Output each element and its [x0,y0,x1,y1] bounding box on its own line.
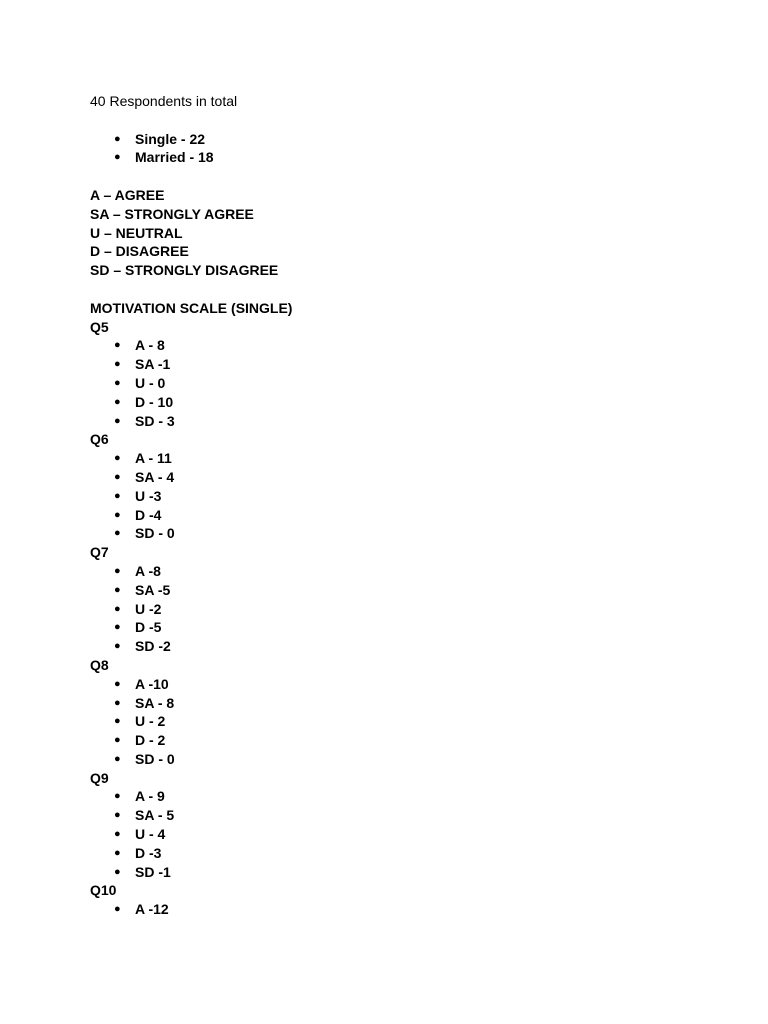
question-block [90,318,710,431]
respondents-total: 40 Respondents in total [90,93,238,109]
answer-count: SD - 3 [135,412,175,429]
answer-count: SA -5 [135,581,171,598]
bullet-icon: ● [114,583,121,596]
bullet-icon: ● [114,508,121,521]
answer-list [90,900,710,919]
answer-count: A - 8 [135,337,165,354]
question-block [90,430,710,543]
answer-count: D -3 [135,844,162,861]
list-item [90,844,710,863]
list-item [90,468,710,487]
list-item [90,336,710,355]
bullet-icon: ● [114,734,121,747]
bullet-icon: ● [114,752,121,765]
list-item [90,581,710,600]
marital-status-list [90,130,710,168]
bullet-icon: ● [114,151,121,164]
legend-entry: SA – STRONGLY AGREE [90,205,254,222]
answer-count: A - 9 [135,788,165,805]
answer-count: SA - 5 [135,807,175,824]
question-block [90,543,710,656]
bullet-icon: ● [114,640,121,653]
bullet-icon: ● [114,809,121,822]
bullet-icon: ● [114,358,121,371]
list-item [90,806,710,825]
answer-count: D -5 [135,619,162,636]
list-item [90,731,710,750]
list-item-text: Single - 22 [135,130,206,147]
bullet-icon: ● [114,414,121,427]
bullet-icon: ● [114,696,121,709]
answer-count: SD -2 [135,638,171,655]
bullet-icon: ● [114,790,121,803]
answer-count: SD -1 [135,863,171,880]
list-item [90,825,710,844]
bullet-icon: ● [114,376,121,389]
answer-count: D - 10 [135,393,174,410]
bullet-icon: ● [114,677,121,690]
list-item [90,148,710,167]
question-label: Q5 [90,318,109,335]
question-block [90,656,710,769]
list-item [90,863,710,882]
question-label: Q6 [90,431,109,448]
list-item [90,675,710,694]
spacer [90,111,710,130]
list-item [90,600,710,619]
bullet-icon: ● [114,470,121,483]
list-item [90,712,710,731]
bullet-icon: ● [114,489,121,502]
bullet-icon: ● [114,602,121,615]
bullet-icon: ● [114,527,121,540]
answer-count: U - 0 [135,374,166,391]
list-item [90,900,710,919]
answer-count: SA -1 [135,356,171,373]
answer-list [90,336,710,430]
legend-entry: D – DISAGREE [90,243,189,260]
bullet-icon: ● [114,828,121,841]
answer-list [90,675,710,769]
answer-list [90,449,710,543]
answer-count: D - 2 [135,732,166,749]
list-item [90,562,710,581]
list-item [90,355,710,374]
list-item [90,787,710,806]
legend-entry: U – NEUTRAL [90,224,183,241]
answer-count: D -4 [135,506,162,523]
list-item [90,637,710,656]
answer-count: U - 4 [135,826,166,843]
answer-count: SA - 4 [135,468,175,485]
bullet-icon: ● [114,452,121,465]
list-item [90,130,710,149]
answer-list [90,787,710,881]
question-label: Q10 [90,882,117,899]
answer-count: A -12 [135,901,169,918]
answer-count: A -8 [135,562,161,579]
legend-entry: SD – STRONGLY DISAGREE [90,262,279,279]
list-item [90,449,710,468]
bullet-icon: ● [114,903,121,916]
answer-count: SA - 8 [135,694,175,711]
spacer [90,280,710,299]
list-item [90,487,710,506]
list-item [90,374,710,393]
bullet-icon: ● [114,339,121,352]
question-block [90,881,710,919]
document-content [90,92,710,919]
answer-count: A -10 [135,675,169,692]
answer-count: U - 2 [135,713,166,730]
answer-count: U -3 [135,487,162,504]
list-item [90,524,710,543]
bullet-icon: ● [114,395,121,408]
legend-entry: A – AGREE [90,186,165,203]
answer-count: U -2 [135,600,162,617]
bullet-icon: ● [114,865,121,878]
question-block [90,769,710,882]
list-item-text: Married - 18 [135,149,214,166]
question-label: Q9 [90,769,109,786]
bullet-icon: ● [114,621,121,634]
answer-count: A - 11 [135,450,172,467]
answer-count: SD - 0 [135,525,175,542]
answer-count: SD - 0 [135,750,175,767]
bullet-icon: ● [114,846,121,859]
list-item [90,506,710,525]
list-item [90,393,710,412]
section-title: MOTIVATION SCALE (SINGLE) [90,299,293,316]
question-label: Q8 [90,656,109,673]
list-item [90,618,710,637]
bullet-icon: ● [114,715,121,728]
abbreviation-legend [90,186,710,280]
bullet-icon: ● [114,564,121,577]
spacer [90,167,710,186]
list-item [90,694,710,713]
bullet-icon: ● [114,132,121,145]
answer-list [90,562,710,656]
question-label: Q7 [90,544,109,561]
list-item [90,412,710,431]
list-item [90,750,710,769]
